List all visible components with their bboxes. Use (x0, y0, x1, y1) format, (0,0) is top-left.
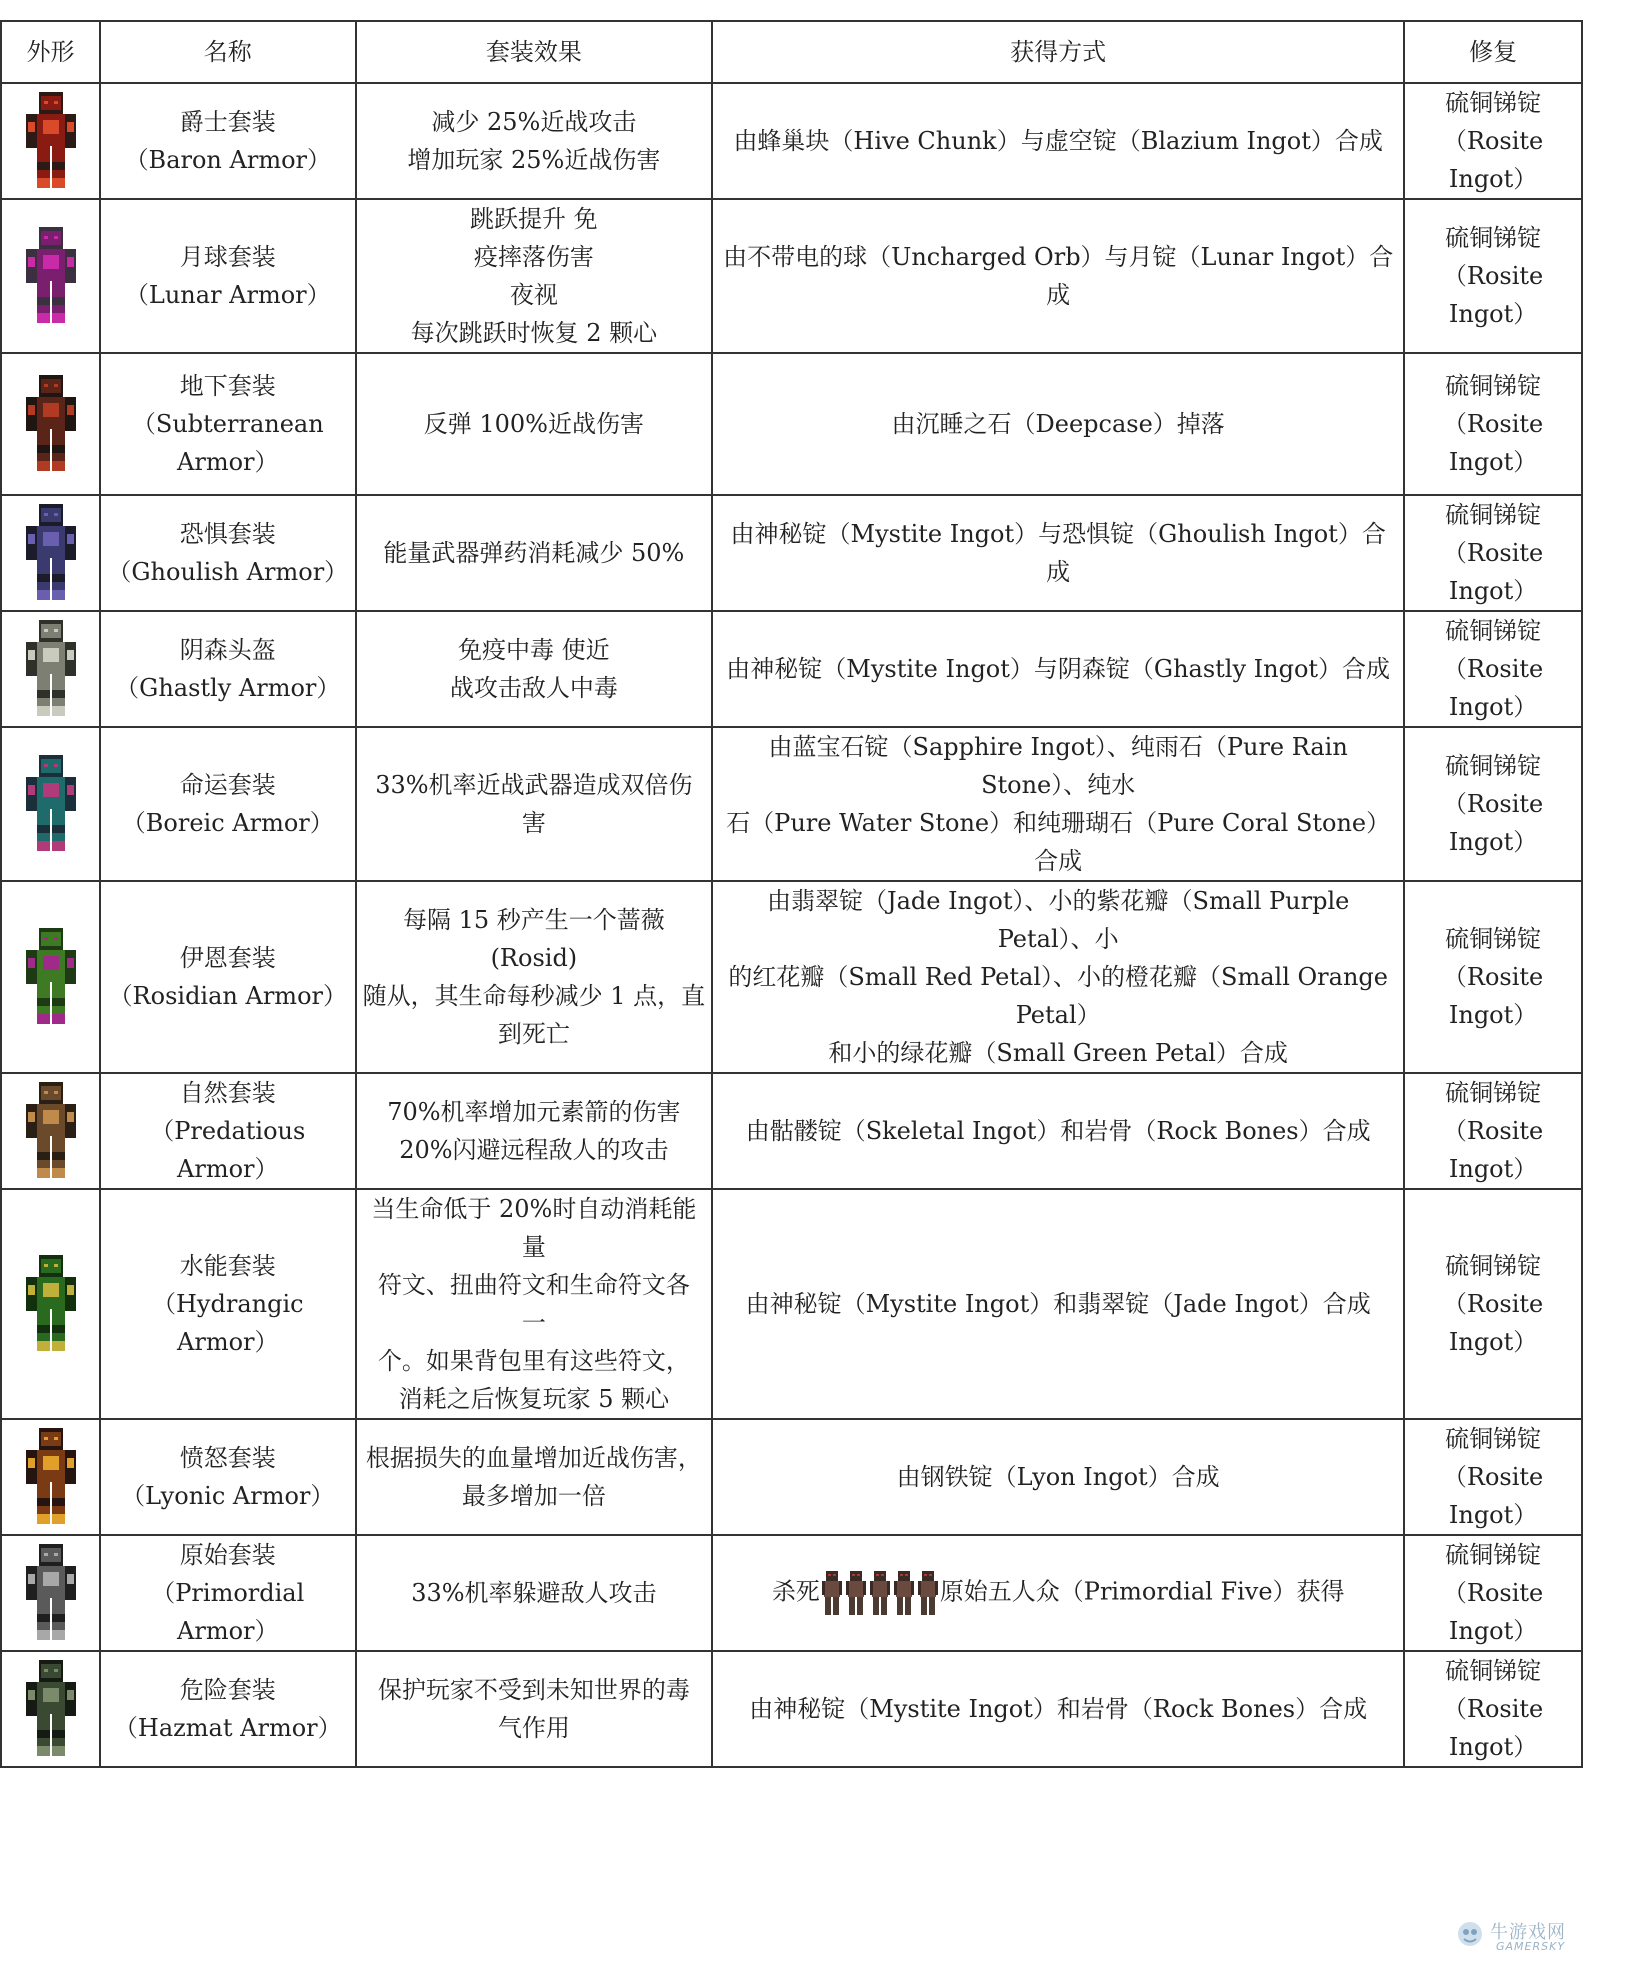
appearance-cell (1, 353, 100, 495)
source-cell-line: 由神秘锭（Mystite Ingot）与阴森锭（Ghastly Ingot）合成 (726, 655, 1391, 683)
effect-cell (356, 1189, 713, 1419)
repair-cell-line: 硫铜锑锭 (1445, 372, 1542, 400)
name-cell-line: 地下套装 (179, 372, 276, 400)
name-cell-line: 水能套装 (179, 1252, 276, 1280)
effect-cell (356, 727, 713, 881)
name-cell (100, 1535, 356, 1651)
name-cell-line: （Boreic Armor） (121, 809, 334, 837)
repair-cell (1404, 199, 1582, 353)
appearance-cell (1, 881, 100, 1073)
name-cell-line: 伊恩套装 (179, 944, 276, 972)
name-cell-line: （Hydrangic Armor） (152, 1290, 304, 1356)
table-row (1, 727, 1582, 881)
name-cell-line: （Subterranean Armor） (131, 410, 324, 476)
name-cell (100, 83, 356, 199)
armor-skin-icon (24, 1082, 78, 1180)
effect-cell-line: 20%闪避远程敌人的攻击 (399, 1136, 669, 1164)
effect-cell-line: 每隔 15 秒产生一个蔷薇(Rosid) (402, 906, 665, 972)
name-cell-line: （Ghoulish Armor） (107, 558, 349, 586)
repair-cell (1404, 353, 1582, 495)
repair-cell (1404, 1651, 1582, 1767)
effect-cell (356, 1073, 713, 1189)
appearance-cell (1, 1073, 100, 1189)
repair-cell-line: （Rosite Ingot） (1442, 410, 1544, 476)
effect-cell (356, 495, 713, 611)
repair-cell-line: 硫铜锑锭 (1445, 1252, 1542, 1280)
effect-cell (356, 881, 713, 1073)
repair-cell (1404, 495, 1582, 611)
armor-skin-icon (24, 1660, 78, 1758)
armor-skin-icon (24, 504, 78, 602)
effect-cell-line: 减少 25%近战攻击 (431, 108, 637, 136)
name-cell-line: （Ghastly Armor） (115, 674, 341, 702)
primordial-five-icon (822, 1571, 842, 1615)
source-cell (712, 1073, 1404, 1189)
name-cell-line: 爵士套装 (179, 108, 276, 136)
appearance-cell (1, 495, 100, 611)
name-cell-line: （Predatious Armor） (150, 1117, 306, 1183)
repair-cell-line: 硫铜锑锭 (1445, 925, 1542, 953)
name-cell (100, 727, 356, 881)
source-cell (712, 495, 1404, 611)
header-obtain-method: 获得方式 (712, 21, 1404, 83)
effect-cell (356, 1651, 713, 1767)
effect-cell-line: 能量武器弹药消耗减少 50% (383, 539, 685, 567)
name-cell-line: 阴森头盔 (179, 636, 276, 664)
header-name: 名称 (100, 21, 356, 83)
source-cell (712, 727, 1404, 881)
primordial-five-icon (846, 1571, 866, 1615)
repair-cell (1404, 1189, 1582, 1419)
name-cell-line: （Baron Armor） (124, 146, 331, 174)
armor-skin-icon (24, 928, 78, 1026)
effect-cell-line: 个。如果背包里有这些符文， (377, 1347, 690, 1375)
repair-cell (1404, 1535, 1582, 1651)
repair-cell-line: （Rosite Ingot） (1442, 963, 1544, 1029)
table-row (1, 1189, 1582, 1419)
primordial-five-icon (870, 1571, 890, 1615)
table-row (1, 83, 1582, 199)
name-cell-line: 月球套装 (179, 243, 276, 271)
repair-cell-line: （Rosite Ingot） (1442, 655, 1544, 721)
name-cell-line: 自然套装 (179, 1079, 276, 1107)
effect-cell-line: 跳跃提升 免 (470, 205, 598, 233)
repair-cell (1404, 83, 1582, 199)
table-row (1, 353, 1582, 495)
name-cell (100, 1073, 356, 1189)
repair-cell-line: （Rosite Ingot） (1442, 1463, 1544, 1529)
name-cell-line: （Lyonic Armor） (121, 1482, 335, 1510)
effect-cell-line: 随从，其生命每秒减少 1 点，直 (362, 982, 706, 1010)
watermark-subtext: GAMERSKY (1496, 1940, 1566, 1953)
source-cell-line: 和小的绿花瓣（Small Green Petal）合成 (828, 1039, 1288, 1067)
repair-cell-line: 硫铜锑锭 (1445, 617, 1542, 645)
repair-cell-line: 硫铜锑锭 (1445, 752, 1542, 780)
source-cell (712, 1189, 1404, 1419)
source-prefix: 杀死 (771, 1577, 820, 1606)
source-cell-line: 由不带电的球（Uncharged Orb）与月锭（Lunar Ingot）合成 (723, 243, 1394, 309)
table-row (1, 1419, 1582, 1535)
name-cell-line: 命运套装 (179, 771, 276, 799)
repair-cell-line: 硫铜锑锭 (1445, 1657, 1542, 1685)
effect-cell-line: 33%机率躲避敌人攻击 (411, 1579, 657, 1607)
watermark-text: 牛游戏网 (1490, 1922, 1566, 1943)
armor-skin-icon (24, 755, 78, 853)
armor-skin-icon (24, 1255, 78, 1353)
name-cell (100, 353, 356, 495)
site-watermark (1456, 1916, 1606, 1956)
source-cell-line: 的红花瓣（Small Red Petal）、小的橙花瓣（Small Orange Petal） (728, 963, 1388, 1029)
armor-skin-icon (24, 227, 78, 325)
table-row (1, 495, 1582, 611)
table-row (1, 1073, 1582, 1189)
name-cell-line: 危险套装 (179, 1676, 276, 1704)
effect-cell (356, 353, 713, 495)
table-row (1, 611, 1582, 727)
effect-cell-line: 反弹 100%近战伤害 (423, 410, 644, 438)
source-cell (712, 353, 1404, 495)
name-cell-line: 愤怒套装 (179, 1444, 276, 1472)
source-cell-line: 由骷髅锭（Skeletal Ingot）和岩骨（Rock Bones）合成 (745, 1117, 1371, 1145)
source-cell-line: 由钢铁锭（Lyon Ingot）合成 (896, 1463, 1220, 1491)
primordial-five-icon (918, 1571, 938, 1615)
source-cell-line: 由神秘锭（Mystite Ingot）与恐惧锭（Ghoulish Ingot）合成 (730, 520, 1386, 586)
name-cell-line: （Lunar Armor） (124, 281, 331, 309)
appearance-cell (1, 199, 100, 353)
appearance-cell (1, 611, 100, 727)
armor-skin-icon (24, 375, 78, 473)
source-cell (712, 1535, 1404, 1651)
name-cell (100, 199, 356, 353)
name-cell (100, 495, 356, 611)
repair-cell (1404, 1073, 1582, 1189)
source-cell (712, 611, 1404, 727)
source-cell-line: 由沉睡之石（Deepcase）掉落 (891, 410, 1225, 438)
repair-cell-line: （Rosite Ingot） (1442, 262, 1544, 328)
repair-cell-line: 硫铜锑锭 (1445, 501, 1542, 529)
effect-cell-line: 符文、扭曲符文和生命符文各 一 (377, 1271, 690, 1337)
effect-cell-line: 免疫中毒 使近 (458, 636, 610, 664)
source-cell-line: 石（Pure Water Stone）和纯珊瑚石（Pure Coral Stone）合成 (726, 809, 1391, 875)
effect-cell-line: 根据损失的血量增加近战伤害， (365, 1444, 702, 1472)
effect-cell-line: 增加玩家 25%近战伤害 (407, 146, 661, 174)
source-cell-line: 由蜂巢块（Hive Chunk）与虚空锭（Blazium Ingot）合成 (733, 127, 1383, 155)
name-cell (100, 881, 356, 1073)
effect-cell-line: 气作用 (497, 1714, 570, 1742)
source-cell-line: 由蓝宝石锭（Sapphire Ingot）、纯雨石（Pure Rain Stone）、纯水 (768, 733, 1348, 799)
name-cell (100, 1419, 356, 1535)
source-suffix: 原始五人众（Primordial Five）获得 (939, 1577, 1345, 1606)
effect-cell (356, 199, 713, 353)
effect-cell-line: 保护玩家不受到未知世界的毒 (377, 1676, 690, 1704)
repair-cell-line: 硫铜锑锭 (1445, 1425, 1542, 1453)
appearance-cell (1, 1419, 100, 1535)
source-cell (712, 199, 1404, 353)
source-cell (712, 1419, 1404, 1535)
name-cell (100, 611, 356, 727)
effect-cell-line: 70%机率增加元素箭的伤害 (387, 1098, 681, 1126)
effect-cell-line: 最多增加一倍 (461, 1482, 606, 1510)
effect-cell-line: 夜视 (509, 281, 558, 309)
repair-cell-line: （Rosite Ingot） (1442, 790, 1544, 856)
repair-cell-line: （Rosite Ingot） (1442, 1290, 1544, 1356)
armor-skin-icon (24, 92, 78, 190)
appearance-cell (1, 1189, 100, 1419)
table-row (1, 1535, 1582, 1651)
armor-skin-icon (24, 1544, 78, 1642)
armor-skin-icon (24, 1428, 78, 1526)
name-cell (100, 1651, 356, 1767)
effect-cell-line: 消耗之后恢复玩家 5 颗心 (398, 1385, 670, 1413)
header-repair: 修复 (1404, 21, 1582, 83)
table-row (1, 1651, 1582, 1767)
name-cell-line: （Rosidian Armor） (108, 982, 347, 1010)
repair-cell-line: （Rosite Ingot） (1442, 539, 1544, 605)
effect-cell-line: 战攻击敌人中毒 (449, 674, 618, 702)
effect-cell-line: 疫摔落伤害 (473, 243, 594, 271)
table-row (1, 199, 1582, 353)
header-set-effect: 套装效果 (356, 21, 713, 83)
repair-cell (1404, 611, 1582, 727)
source-cell (712, 881, 1404, 1073)
primordial-five-icon (894, 1571, 914, 1615)
effect-cell-line: 害 (521, 809, 546, 837)
table-row (1, 881, 1582, 1073)
armor-skin-icon (24, 620, 78, 718)
name-cell-line: （Primordial Armor） (151, 1579, 305, 1645)
primordial-five-group (820, 1578, 940, 1606)
effect-cell-line: 到死亡 (497, 1020, 570, 1048)
effect-cell (356, 611, 713, 727)
effect-cell (356, 1535, 713, 1651)
repair-cell (1404, 881, 1582, 1073)
effect-cell-line: 当生命低于 20%时自动消耗能 量 (371, 1195, 697, 1261)
repair-cell-line: 硫铜锑锭 (1445, 224, 1542, 252)
repair-cell-line: 硫铜锑锭 (1445, 1541, 1542, 1569)
source-cell-line: 由神秘锭（Mystite Ingot）和岩骨（Rock Bones）合成 (749, 1695, 1368, 1723)
appearance-cell (1, 1651, 100, 1767)
repair-cell-line: （Rosite Ingot） (1442, 1117, 1544, 1183)
source-cell (712, 1651, 1404, 1767)
repair-cell (1404, 727, 1582, 881)
name-cell (100, 1189, 356, 1419)
name-cell-line: 恐惧套装 (179, 520, 276, 548)
repair-cell-line: （Rosite Ingot） (1442, 1579, 1544, 1645)
source-cell-line: 由神秘锭（Mystite Ingot）和翡翠锭（Jade Ingot）合成 (745, 1290, 1371, 1318)
effect-cell (356, 83, 713, 199)
armor-table (0, 20, 1583, 1768)
header-row (1, 21, 1582, 83)
effect-cell-line: 33%机率近战武器造成双倍伤 (375, 771, 693, 799)
watermark-logo-icon (1456, 1920, 1484, 1948)
appearance-cell (1, 727, 100, 881)
effect-cell (356, 1419, 713, 1535)
header-appearance: 外形 (1, 21, 100, 83)
name-cell-line: （Hazmat Armor） (113, 1714, 342, 1742)
source-cell (712, 83, 1404, 199)
effect-cell-line: 每次跳跃时恢复 2 颗心 (410, 319, 658, 347)
repair-cell-line: （Rosite Ingot） (1442, 127, 1544, 193)
appearance-cell (1, 1535, 100, 1651)
repair-cell (1404, 1419, 1582, 1535)
repair-cell-line: 硫铜锑锭 (1445, 1079, 1542, 1107)
name-cell-line: 原始套装 (179, 1541, 276, 1569)
source-cell-line: 由翡翠锭（Jade Ingot）、小的紫花瓣（Small Purple Petal）、小 (767, 887, 1350, 953)
appearance-cell (1, 83, 100, 199)
repair-cell-line: 硫铜锑锭 (1445, 89, 1542, 117)
repair-cell-line: （Rosite Ingot） (1442, 1695, 1544, 1761)
